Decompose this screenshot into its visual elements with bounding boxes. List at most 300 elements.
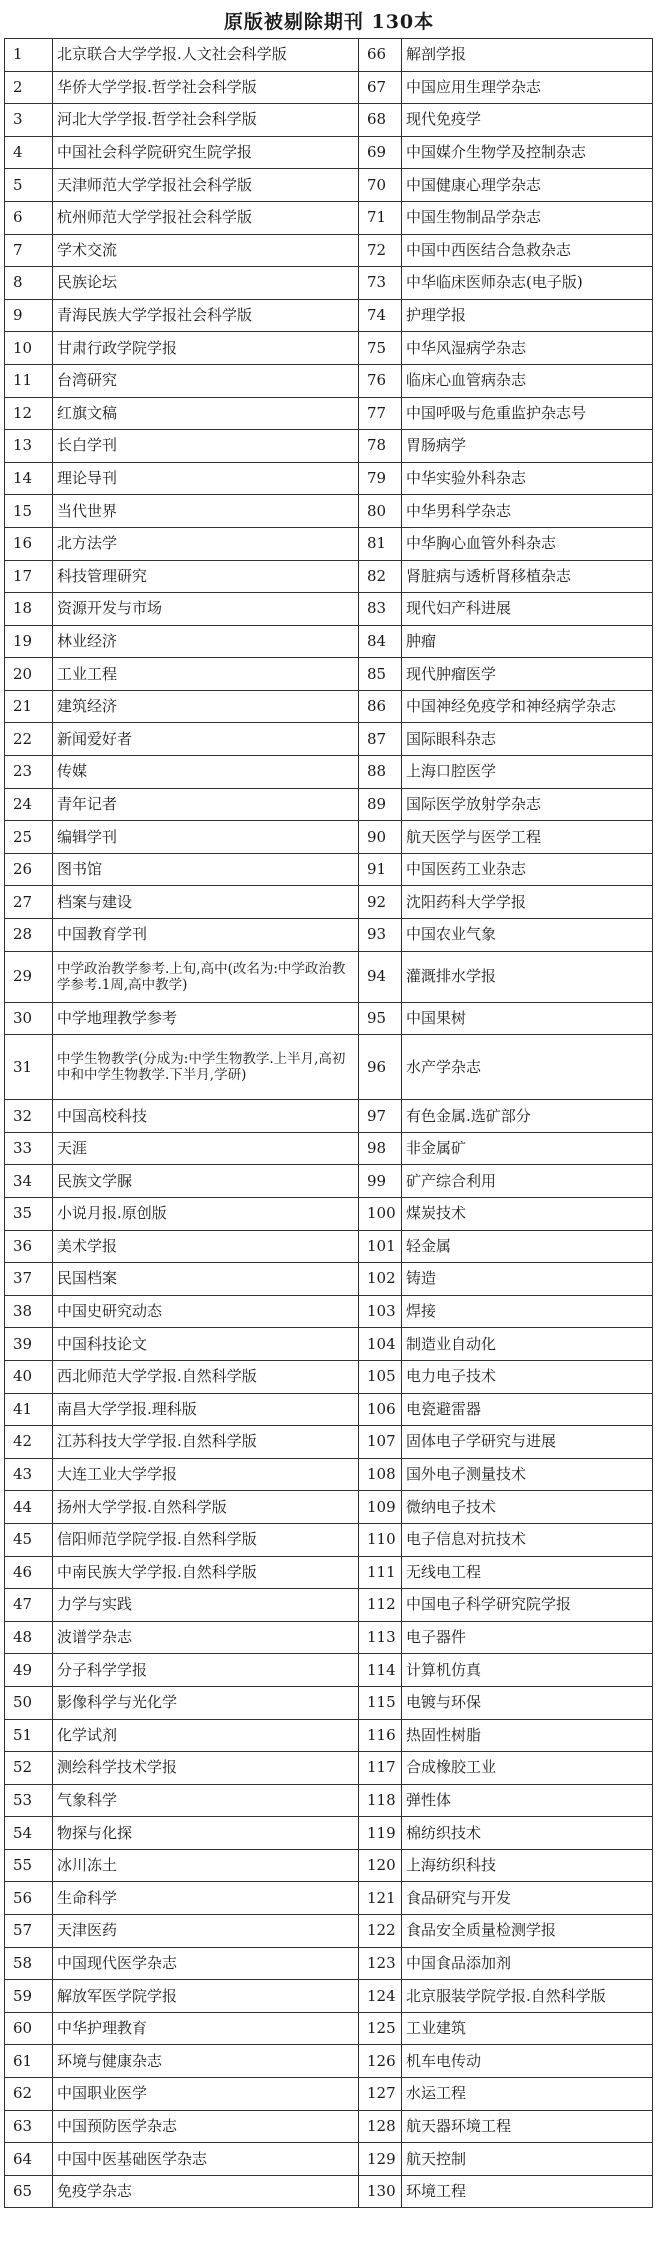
row-number-left: 42 — [5, 1426, 53, 1459]
row-number-left: 45 — [5, 1523, 53, 1556]
row-number-right: 106 — [359, 1393, 402, 1426]
row-number-right: 121 — [359, 1882, 402, 1915]
table-row — [5, 136, 653, 169]
row-number-left: 63 — [5, 2110, 53, 2143]
journal-name-right: 弹性体 — [402, 1784, 653, 1817]
journal-name-left: 民族文学脲 — [53, 1165, 359, 1198]
row-number-right: 114 — [359, 1654, 402, 1687]
row-number-right: 79 — [359, 462, 402, 495]
row-number-right: 129 — [359, 2143, 402, 2176]
row-number-left: 38 — [5, 1295, 53, 1328]
row-number-right: 67 — [359, 71, 402, 104]
row-number-left: 21 — [5, 690, 53, 723]
table-row — [5, 1035, 653, 1100]
row-number-right: 97 — [359, 1100, 402, 1133]
row-number-right: 91 — [359, 853, 402, 886]
journal-name-left: 学术交流 — [53, 234, 359, 267]
journal-name-left: 波谱学杂志 — [53, 1621, 359, 1654]
row-number-left: 15 — [5, 495, 53, 528]
row-number-left: 6 — [5, 201, 53, 234]
table-row — [5, 397, 653, 430]
table-row — [5, 1426, 653, 1459]
row-number-right: 113 — [359, 1621, 402, 1654]
row-number-right: 75 — [359, 332, 402, 365]
row-number-right: 70 — [359, 169, 402, 202]
journal-name-right: 中国呼吸与危重监护杂志号 — [402, 397, 653, 430]
row-number-right: 88 — [359, 756, 402, 789]
journal-name-left: 中学地理教学参考 — [53, 1002, 359, 1035]
row-number-left: 35 — [5, 1198, 53, 1231]
journal-name-left: 影像科学与光化学 — [53, 1686, 359, 1719]
row-number-left: 5 — [5, 169, 53, 202]
journal-name-right: 肾脏病与透析肾移植杂志 — [402, 560, 653, 593]
row-number-left: 53 — [5, 1784, 53, 1817]
table-row — [5, 39, 653, 72]
journal-name-left: 测绘科学技术学报 — [53, 1752, 359, 1785]
journal-name-left: 江苏科技大学学报.自然科学版 — [53, 1426, 359, 1459]
journal-name-right: 中国医药工业杂志 — [402, 853, 653, 886]
row-number-left: 62 — [5, 2078, 53, 2111]
journal-name-right: 轻金属 — [402, 1230, 653, 1263]
journal-name-left: 北方法学 — [53, 527, 359, 560]
table-row — [5, 1654, 653, 1687]
journal-name-right: 中国食品添加剂 — [402, 1947, 653, 1980]
row-number-left: 10 — [5, 332, 53, 365]
journal-name-left: 环境与健康杂志 — [53, 2045, 359, 2078]
journal-name-right: 食品研究与开发 — [402, 1882, 653, 1915]
journal-name-right: 棉纺织技术 — [402, 1817, 653, 1850]
row-number-left: 32 — [5, 1100, 53, 1133]
row-number-left: 48 — [5, 1621, 53, 1654]
journal-name-left: 民国档案 — [53, 1263, 359, 1296]
row-number-left: 9 — [5, 299, 53, 332]
table-row — [5, 2012, 653, 2045]
row-number-right: 84 — [359, 625, 402, 658]
row-number-right: 74 — [359, 299, 402, 332]
document-title: 原版被剔除期刊 130本 — [223, 11, 435, 33]
journal-name-right: 沈阳药科大学学报 — [402, 886, 653, 919]
journal-name-left: 中学生物教学(分成为:中学生物教学.上半月,高初中和中学生物教学.下半月,学研) — [53, 1035, 359, 1100]
row-number-right: 89 — [359, 788, 402, 821]
journal-name-right: 热固性树脂 — [402, 1719, 653, 1752]
table-row — [5, 495, 653, 528]
table-row — [5, 560, 653, 593]
row-number-left: 29 — [5, 951, 53, 1002]
journal-name-right: 无线电工程 — [402, 1556, 653, 1589]
row-number-right: 92 — [359, 886, 402, 919]
journal-name-left: 免疫学杂志 — [53, 2175, 359, 2208]
journal-name-right: 中国中西医结合急救杂志 — [402, 234, 653, 267]
table-row — [5, 690, 653, 723]
journal-name-right: 计算机仿真 — [402, 1654, 653, 1687]
row-number-right: 127 — [359, 2078, 402, 2111]
journal-name-right: 上海纺织科技 — [402, 1849, 653, 1882]
table-row — [5, 1360, 653, 1393]
table-row — [5, 1491, 653, 1524]
journal-name-right: 中华胸心血管外科杂志 — [402, 527, 653, 560]
table-row — [5, 853, 653, 886]
table-row — [5, 1752, 653, 1785]
table-row — [5, 1882, 653, 1915]
row-number-right: 93 — [359, 919, 402, 952]
row-number-left: 44 — [5, 1491, 53, 1524]
journal-name-left: 物探与化探 — [53, 1817, 359, 1850]
row-number-right: 116 — [359, 1719, 402, 1752]
journal-name-right: 中国电子科学研究院学报 — [402, 1589, 653, 1622]
journal-name-left: 中国科技论文 — [53, 1328, 359, 1361]
journal-name-left: 中国现代医学杂志 — [53, 1947, 359, 1980]
row-number-right: 107 — [359, 1426, 402, 1459]
journal-name-left: 生命科学 — [53, 1882, 359, 1915]
row-number-left: 14 — [5, 462, 53, 495]
row-number-left: 23 — [5, 756, 53, 789]
row-number-right: 123 — [359, 1947, 402, 1980]
journal-name-right: 中国健康心理学杂志 — [402, 169, 653, 202]
row-number-left: 57 — [5, 1915, 53, 1948]
journal-name-right: 非金属矿 — [402, 1132, 653, 1165]
table-row — [5, 1980, 653, 2013]
row-number-left: 64 — [5, 2143, 53, 2176]
journal-name-right: 临床心血管病杂志 — [402, 364, 653, 397]
journal-name-left: 林业经济 — [53, 625, 359, 658]
table-row — [5, 1947, 653, 1980]
table-row — [5, 332, 653, 365]
journal-name-right: 有色金属.选矿部分 — [402, 1100, 653, 1133]
journal-name-left: 红旗文稿 — [53, 397, 359, 430]
journal-name-left: 南昌大学学报.理科版 — [53, 1393, 359, 1426]
journal-name-right: 电子器件 — [402, 1621, 653, 1654]
table-row — [5, 1458, 653, 1491]
journal-name-left: 北京联合大学学报.人文社会科学版 — [53, 39, 359, 72]
table-row — [5, 267, 653, 300]
table-row — [5, 756, 653, 789]
journal-name-left: 河北大学学报.哲学社会科学版 — [53, 104, 359, 137]
table-row — [5, 1165, 653, 1198]
journal-name-left: 天津医药 — [53, 1915, 359, 1948]
table-row — [5, 1589, 653, 1622]
journal-name-left: 中国社会科学院研究生院学报 — [53, 136, 359, 169]
row-number-right: 124 — [359, 1980, 402, 2013]
row-number-left: 2 — [5, 71, 53, 104]
row-number-left: 56 — [5, 1882, 53, 1915]
row-number-left: 59 — [5, 1980, 53, 2013]
table-row — [5, 201, 653, 234]
row-number-left: 22 — [5, 723, 53, 756]
journal-table — [4, 38, 653, 2208]
journal-name-left: 工业工程 — [53, 658, 359, 691]
row-number-right: 81 — [359, 527, 402, 560]
row-number-right: 82 — [359, 560, 402, 593]
row-number-left: 43 — [5, 1458, 53, 1491]
journal-name-right: 中华实验外科杂志 — [402, 462, 653, 495]
row-number-left: 61 — [5, 2045, 53, 2078]
row-number-right: 98 — [359, 1132, 402, 1165]
row-number-left: 24 — [5, 788, 53, 821]
row-number-right: 99 — [359, 1165, 402, 1198]
table-row — [5, 1100, 653, 1133]
journal-name-left: 大连工业大学学报 — [53, 1458, 359, 1491]
journal-name-left: 档案与建设 — [53, 886, 359, 919]
row-number-right: 109 — [359, 1491, 402, 1524]
journal-name-left: 中国史研究动态 — [53, 1295, 359, 1328]
journal-name-right: 国际医学放射学杂志 — [402, 788, 653, 821]
journal-name-left: 编辑学刊 — [53, 821, 359, 854]
row-number-left: 27 — [5, 886, 53, 919]
journal-name-right: 中华男科学杂志 — [402, 495, 653, 528]
journal-name-right: 电子信息对抗技术 — [402, 1523, 653, 1556]
table-row — [5, 593, 653, 626]
table-row — [5, 2045, 653, 2078]
journal-name-left: 长白学刊 — [53, 430, 359, 463]
row-number-right: 112 — [359, 1589, 402, 1622]
journal-name-left: 甘肃行政学院学报 — [53, 332, 359, 365]
journal-name-right: 中华临床医师杂志(电子版) — [402, 267, 653, 300]
row-number-right: 90 — [359, 821, 402, 854]
row-number-right: 100 — [359, 1198, 402, 1231]
table-row — [5, 1295, 653, 1328]
journal-name-right: 国外电子测量技术 — [402, 1458, 653, 1491]
table-row — [5, 1686, 653, 1719]
table-row — [5, 169, 653, 202]
table-row — [5, 364, 653, 397]
row-number-left: 58 — [5, 1947, 53, 1980]
journal-name-left: 小说月报.原创版 — [53, 1198, 359, 1231]
journal-table-body — [5, 39, 653, 2208]
journal-name-right: 电瓷避雷器 — [402, 1393, 653, 1426]
journal-name-right: 固体电子学研究与进展 — [402, 1426, 653, 1459]
row-number-right: 69 — [359, 136, 402, 169]
table-row — [5, 1328, 653, 1361]
row-number-left: 16 — [5, 527, 53, 560]
table-row — [5, 951, 653, 1002]
journal-name-left: 分子科学学报 — [53, 1654, 359, 1687]
journal-name-left: 中国高校科技 — [53, 1100, 359, 1133]
journal-name-right: 水产学杂志 — [402, 1035, 653, 1100]
journal-name-left: 当代世界 — [53, 495, 359, 528]
row-number-right: 80 — [359, 495, 402, 528]
table-row — [5, 2143, 653, 2176]
journal-name-right: 机车电传动 — [402, 2045, 653, 2078]
row-number-left: 51 — [5, 1719, 53, 1752]
journal-name-right: 合成橡胶工业 — [402, 1752, 653, 1785]
table-row — [5, 821, 653, 854]
row-number-left: 33 — [5, 1132, 53, 1165]
journal-name-left: 力学与实践 — [53, 1589, 359, 1622]
journal-name-right: 中国农业气象 — [402, 919, 653, 952]
table-row — [5, 1719, 653, 1752]
row-number-right: 77 — [359, 397, 402, 430]
row-number-left: 12 — [5, 397, 53, 430]
journal-name-right: 矿产综合利用 — [402, 1165, 653, 1198]
row-number-right: 130 — [359, 2175, 402, 2208]
journal-name-right: 航天器环境工程 — [402, 2110, 653, 2143]
table-row — [5, 1556, 653, 1589]
table-row — [5, 1915, 653, 1948]
journal-name-right: 胃肠病学 — [402, 430, 653, 463]
journal-name-left: 解放军医学院学报 — [53, 1980, 359, 2013]
row-number-right: 111 — [359, 1556, 402, 1589]
journal-name-right: 环境工程 — [402, 2175, 653, 2208]
table-row — [5, 2078, 653, 2111]
table-row — [5, 625, 653, 658]
journal-name-right: 航天控制 — [402, 2143, 653, 2176]
journal-name-right: 北京服装学院学报.自然科学版 — [402, 1980, 653, 2013]
row-number-left: 1 — [5, 39, 53, 72]
journal-name-right: 现代妇产科进展 — [402, 593, 653, 626]
row-number-left: 54 — [5, 1817, 53, 1850]
journal-name-left: 中南民族大学学报.自然科学版 — [53, 1556, 359, 1589]
journal-name-left: 建筑经济 — [53, 690, 359, 723]
journal-name-right: 水运工程 — [402, 2078, 653, 2111]
row-number-left: 26 — [5, 853, 53, 886]
table-row — [5, 299, 653, 332]
journal-name-right: 航天医学与医学工程 — [402, 821, 653, 854]
table-row — [5, 104, 653, 137]
row-number-right: 78 — [359, 430, 402, 463]
row-number-right: 110 — [359, 1523, 402, 1556]
row-number-right: 94 — [359, 951, 402, 1002]
row-number-left: 41 — [5, 1393, 53, 1426]
row-number-right: 71 — [359, 201, 402, 234]
table-row — [5, 1849, 653, 1882]
journal-name-left: 中华护理教育 — [53, 2012, 359, 2045]
row-number-right: 102 — [359, 1263, 402, 1296]
row-number-left: 4 — [5, 136, 53, 169]
journal-name-left: 科技管理研究 — [53, 560, 359, 593]
journal-name-left: 青年记者 — [53, 788, 359, 821]
journal-name-right: 煤炭技术 — [402, 1198, 653, 1231]
row-number-left: 3 — [5, 104, 53, 137]
table-row — [5, 2110, 653, 2143]
row-number-right: 119 — [359, 1817, 402, 1850]
row-number-left: 19 — [5, 625, 53, 658]
table-row — [5, 1621, 653, 1654]
table-row — [5, 658, 653, 691]
table-row — [5, 462, 653, 495]
row-number-left: 36 — [5, 1230, 53, 1263]
journal-name-right: 工业建筑 — [402, 2012, 653, 2045]
table-row — [5, 1263, 653, 1296]
journal-name-right: 中国媒介生物学及控制杂志 — [402, 136, 653, 169]
journal-name-left: 信阳师范学院学报.自然科学版 — [53, 1523, 359, 1556]
row-number-right: 103 — [359, 1295, 402, 1328]
table-row — [5, 1002, 653, 1035]
journal-name-right: 制造业自动化 — [402, 1328, 653, 1361]
row-number-left: 39 — [5, 1328, 53, 1361]
row-number-right: 96 — [359, 1035, 402, 1100]
row-number-right: 105 — [359, 1360, 402, 1393]
table-row — [5, 1198, 653, 1231]
row-number-left: 40 — [5, 1360, 53, 1393]
row-number-left: 28 — [5, 919, 53, 952]
journal-name-left: 天涯 — [53, 1132, 359, 1165]
journal-name-right: 现代免疫学 — [402, 104, 653, 137]
row-number-right: 115 — [359, 1686, 402, 1719]
row-number-left: 46 — [5, 1556, 53, 1589]
table-row — [5, 1132, 653, 1165]
journal-name-left: 民族论坛 — [53, 267, 359, 300]
journal-name-right: 微纳电子技术 — [402, 1491, 653, 1524]
journal-name-right: 焊接 — [402, 1295, 653, 1328]
journal-name-left: 华侨大学学报.哲学社会科学版 — [53, 71, 359, 104]
journal-name-left: 冰川冻土 — [53, 1849, 359, 1882]
row-number-left: 47 — [5, 1589, 53, 1622]
journal-name-left: 中国职业医学 — [53, 2078, 359, 2111]
journal-name-right: 解剖学报 — [402, 39, 653, 72]
journal-name-left: 美术学报 — [53, 1230, 359, 1263]
table-row — [5, 2175, 653, 2208]
row-number-left: 37 — [5, 1263, 53, 1296]
row-number-right: 101 — [359, 1230, 402, 1263]
table-row — [5, 1230, 653, 1263]
row-number-right: 104 — [359, 1328, 402, 1361]
table-row — [5, 788, 653, 821]
journal-name-right: 肿瘤 — [402, 625, 653, 658]
table-row — [5, 723, 653, 756]
row-number-right: 73 — [359, 267, 402, 300]
row-number-right: 72 — [359, 234, 402, 267]
row-number-left: 13 — [5, 430, 53, 463]
row-number-left: 52 — [5, 1752, 53, 1785]
journal-name-left: 西北师范大学学报.自然科学版 — [53, 1360, 359, 1393]
journal-name-right: 铸造 — [402, 1263, 653, 1296]
journal-name-right: 电镀与环保 — [402, 1686, 653, 1719]
row-number-right: 108 — [359, 1458, 402, 1491]
row-number-left: 65 — [5, 2175, 53, 2208]
table-row — [5, 71, 653, 104]
journal-name-right: 中国神经免疫学和神经病学杂志 — [402, 690, 653, 723]
journal-name-right: 中华风湿病学杂志 — [402, 332, 653, 365]
journal-name-left: 气象科学 — [53, 1784, 359, 1817]
journal-name-left: 扬州大学学报.自然科学版 — [53, 1491, 359, 1524]
journal-name-left: 中学政治教学参考.上旬,高中(改名为:中学政治教学参考.1周,高中教学) — [53, 951, 359, 1002]
row-number-right: 126 — [359, 2045, 402, 2078]
journal-name-left: 中国预防医学杂志 — [53, 2110, 359, 2143]
row-number-right: 83 — [359, 593, 402, 626]
row-number-right: 86 — [359, 690, 402, 723]
journal-name-right: 中国果树 — [402, 1002, 653, 1035]
row-number-left: 11 — [5, 364, 53, 397]
journal-name-right: 国际眼科杂志 — [402, 723, 653, 756]
row-number-left: 60 — [5, 2012, 53, 2045]
journal-name-right: 电力电子技术 — [402, 1360, 653, 1393]
journal-name-left: 台湾研究 — [53, 364, 359, 397]
table-row — [5, 1393, 653, 1426]
journal-name-left: 青海民族大学学报社会科学版 — [53, 299, 359, 332]
journal-name-left: 理论导刊 — [53, 462, 359, 495]
row-number-right: 85 — [359, 658, 402, 691]
journal-name-right: 上海口腔医学 — [402, 756, 653, 789]
row-number-left: 30 — [5, 1002, 53, 1035]
row-number-left: 8 — [5, 267, 53, 300]
row-number-right: 87 — [359, 723, 402, 756]
journal-name-left: 新闻爱好者 — [53, 723, 359, 756]
journal-name-left: 传媒 — [53, 756, 359, 789]
journal-name-right: 食品安全质量检测学报 — [402, 1915, 653, 1948]
journal-name-left: 杭州师范大学学报社会科学版 — [53, 201, 359, 234]
journal-name-right: 中国应用生理学杂志 — [402, 71, 653, 104]
row-number-right: 125 — [359, 2012, 402, 2045]
table-row — [5, 919, 653, 952]
journal-name-left: 图书馆 — [53, 853, 359, 886]
journal-name-left: 资源开发与市场 — [53, 593, 359, 626]
row-number-right: 122 — [359, 1915, 402, 1948]
journal-name-right: 灌溉排水学报 — [402, 951, 653, 1002]
row-number-right: 120 — [359, 1849, 402, 1882]
table-row — [5, 430, 653, 463]
row-number-left: 31 — [5, 1035, 53, 1100]
row-number-left: 18 — [5, 593, 53, 626]
